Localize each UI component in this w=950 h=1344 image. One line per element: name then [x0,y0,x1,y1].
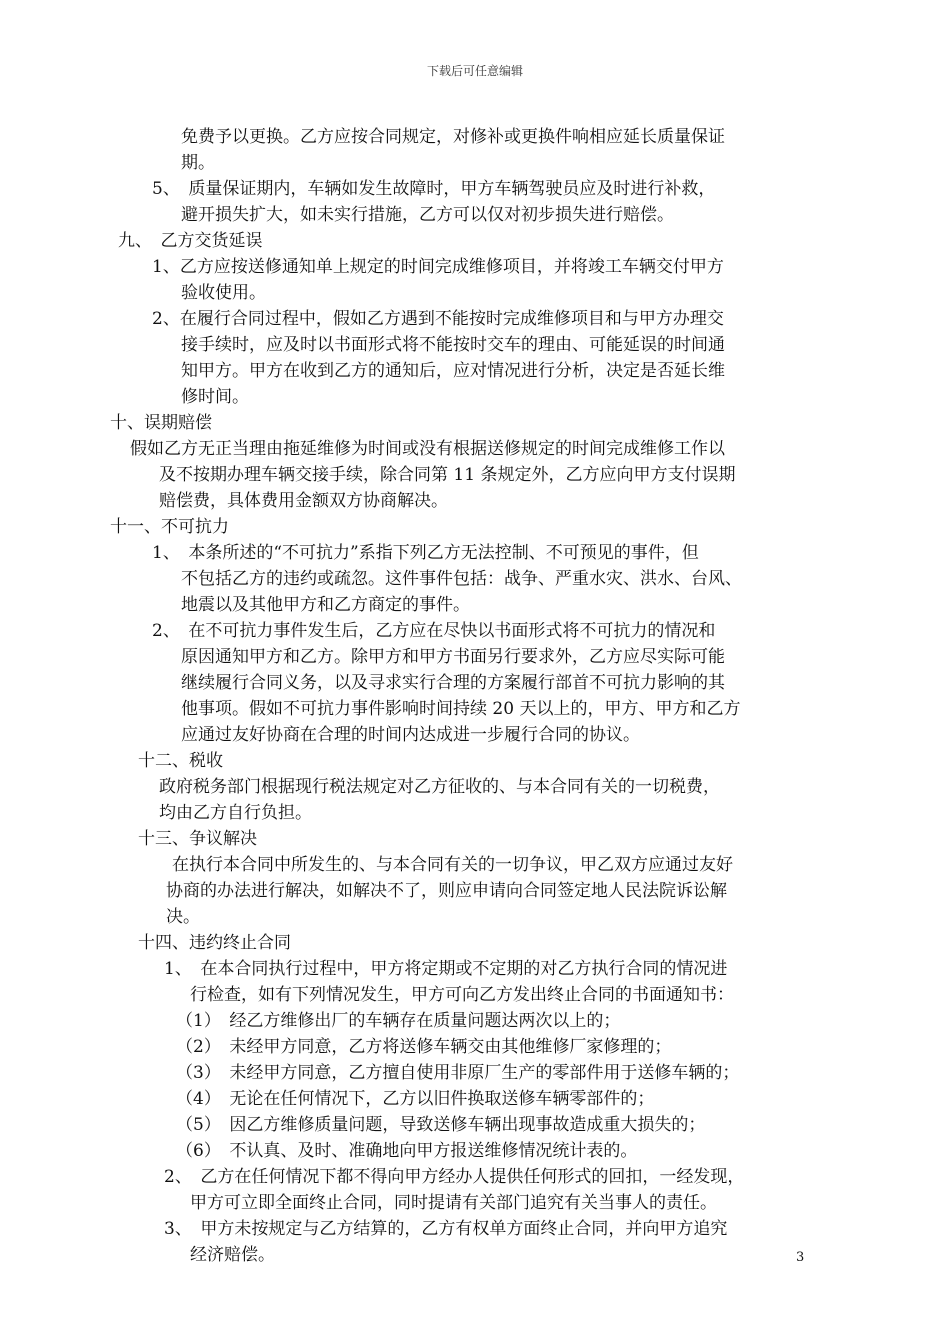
text-line: 协商的办法进行解决，如解决不了，则应申请向合同签定地人民法院诉讼解 [166,881,727,901]
text-line: 继续履行合同义务，以及寻求实行合理的方案履行部首不可抗力影响的其 [181,673,725,693]
list-item: （6） 不认真、及时、准确地向甲方报送维修情况统计表的。 [176,1141,638,1161]
text-line: 地震以及其他甲方和乙方商定的事件。 [181,595,470,615]
text-line: 原因通知甲方和乙方。除甲方和甲方书面另行要求外，乙方应尽实际可能 [181,647,725,667]
text-line: 5、 质量保证期内，车辆如发生故障时，甲方车辆驾驶员应及时进行补救， [152,179,716,199]
text-line: 他事项。假如不可抗力事件影响时间持续 20 天以上的，甲方、甲方和乙方 [181,699,741,719]
section-heading: 十一、不可抗力 [110,517,229,537]
section-heading: 十、误期赔偿 [110,413,212,433]
text-line: 及不按期办理车辆交接手续，除合同第 11 条规定外，乙方应向甲方支付误期 [159,465,736,485]
text-line: 1、 本条所述的“不可抗力”系指下列乙方无法控制、不可预见的事件，但 [152,543,699,563]
text-line: 均由乙方自行负担。 [159,803,312,823]
list-item: （5） 因乙方维修质量问题，导致送修车辆出现事故造成重大损失的； [176,1115,706,1135]
text-line: 行检查，如有下列情况发生，甲方可向乙方发出终止合同的书面通知书： [190,985,734,1005]
text-line: 知甲方。甲方在收到乙方的通知后，应对情况进行分析，决定是否延长维 [181,361,725,381]
text-line: 政府税务部门根据现行税法规定对乙方征收的、与本合同有关的一切税费， [159,777,720,797]
list-item: （4） 无论在任何情况下，乙方以旧件换取送修车辆零部件的； [176,1089,655,1109]
text-line: 接手续时，应及时以书面形式将不能按时交车的理由、可能延误的时间通 [181,335,725,355]
text-line: 1、乙方应按送修通知单上规定的时间完成维修项目，并将竣工车辆交付甲方 [152,257,724,277]
text-line: 2、在履行合同过程中，假如乙方遇到不能按时完成维修项目和与甲方办理交 [152,309,724,329]
list-item: （2） 未经甲方同意，乙方将送修车辆交由其他维修厂家修理的； [176,1037,672,1057]
list-item: （1） 经乙方维修出厂的车辆存在质量问题达两次以上的； [176,1011,621,1031]
text-line: 假如乙方无正当理由拖延维修为时间或没有根据送修规定的时间完成维修工作以 [130,439,725,459]
text-line: 甲方可立即全面终止合同，同时提请有关部门追究有关当事人的责任。 [190,1193,717,1213]
text-line: 1、 在本合同执行过程中，甲方将定期或不定期的对乙方执行合同的情况进 [164,959,728,979]
text-line: 应通过友好协商在合理的时间内达成进一步履行合同的协议。 [181,725,640,745]
section-heading: 九、 乙方交货延误 [118,231,263,251]
section-heading: 十三、争议解决 [138,829,257,849]
text-line: 修时间。 [181,387,249,407]
text-line: 经济赔偿。 [190,1245,275,1265]
text-line: 不包括乙方的违约或疏忽。这件事件包括：战争、严重水灾、洪水、台风、 [181,569,742,589]
page-number: 3 [796,1250,805,1265]
text-line: 验收使用。 [181,283,266,303]
text-line: 2、 在不可抗力事件发生后，乙方应在尽快以书面形式将不可抗力的情况和 [152,621,716,641]
text-line: 2、 乙方在任何情况下都不得向甲方经办人提供任何形式的回扣，一经发现， [164,1167,745,1187]
text-line: 在执行本合同中所发生的、与本合同有关的一切争议，甲乙双方应通过友好 [172,855,733,875]
text-line: 决。 [166,907,200,927]
list-item: （3） 未经甲方同意，乙方擅自使用非原厂生产的零部件用于送修车辆的； [176,1063,740,1083]
text-line: 赔偿费，具体费用金额双方协商解决。 [159,491,448,511]
section-heading: 十四、违约终止合同 [138,933,291,953]
section-heading: 十二、税收 [138,751,223,771]
text-line: 3、 甲方未按规定与乙方结算的，乙方有权单方面终止合同，并向甲方追究 [164,1219,728,1239]
text-line: 期。 [181,153,215,173]
text-line: 避开损失扩大，如未实行措施，乙方可以仅对初步损失进行赔偿。 [181,205,674,225]
text-line: 免费予以更换。乙方应按合同规定，对修补或更换件响相应延长质量保证 [181,127,725,147]
page-header: 下载后可任意编辑 [426,64,523,78]
